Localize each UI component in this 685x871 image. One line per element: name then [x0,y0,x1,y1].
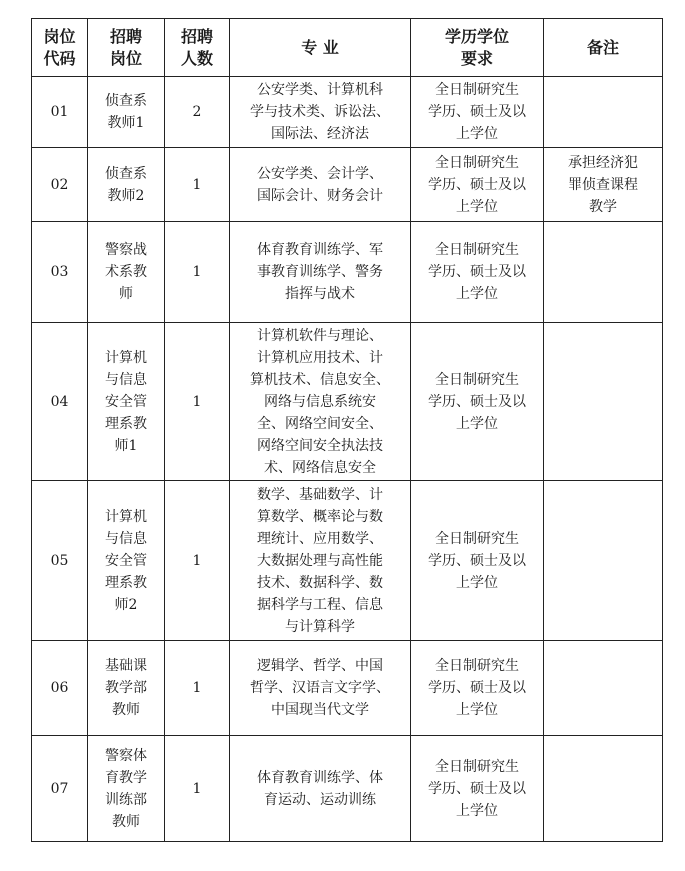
cell-major: 计算机软件与理论、 计算机应用技术、计 算机技术、信息安全、 网络与信息系统安 全、网络空间安全、 网络空间安全执法技 术、网络信息安全 [230,323,411,481]
header-major: 专 业 [230,19,411,77]
cell-position-name: 警察战 术系教 师 [88,222,165,323]
table-header-row [32,19,663,77]
cell-hiring-count: 1 [165,641,230,736]
cell-education-requirement: 全日制研究生 学历、硕士及以 上学位 [411,77,544,148]
cell-hiring-count: 1 [165,323,230,481]
header-education-requirement: 学历学位 要求 [411,19,544,77]
cell-position-code: 07 [32,736,88,842]
cell-position-code: 01 [32,77,88,148]
header-hiring-count: 招聘 人数 [165,19,230,77]
recruitment-table [31,18,663,842]
cell-note: 承担经济犯 罪侦查课程 教学 [544,148,663,222]
cell-note [544,736,663,842]
cell-major: 逻辑学、哲学、中国 哲学、汉语言文字学、 中国现当代文学 [230,641,411,736]
cell-major: 公安学类、会计学、 国际会计、财务会计 [230,148,411,222]
cell-education-requirement: 全日制研究生 学历、硕士及以 上学位 [411,148,544,222]
table-row [32,736,663,842]
cell-hiring-count: 1 [165,481,230,641]
table-row [32,481,663,641]
cell-position-name: 警察体 育教学 训练部 教师 [88,736,165,842]
cell-education-requirement: 全日制研究生 学历、硕士及以 上学位 [411,736,544,842]
cell-position-code: 06 [32,641,88,736]
cell-position-name: 基础课 教学部 教师 [88,641,165,736]
cell-education-requirement: 全日制研究生 学历、硕士及以 上学位 [411,481,544,641]
cell-position-name: 计算机 与信息 安全管 理系教 师1 [88,323,165,481]
cell-note [544,481,663,641]
header-position-name: 招聘 岗位 [88,19,165,77]
cell-note [544,77,663,148]
table-row [32,148,663,222]
cell-position-code: 04 [32,323,88,481]
cell-position-code: 03 [32,222,88,323]
cell-position-name: 侦查系 教师2 [88,148,165,222]
cell-education-requirement: 全日制研究生 学历、硕士及以 上学位 [411,323,544,481]
table-row [32,641,663,736]
cell-note [544,222,663,323]
cell-position-name: 计算机 与信息 安全管 理系教 师2 [88,481,165,641]
table-row [32,77,663,148]
cell-hiring-count: 1 [165,736,230,842]
cell-hiring-count: 2 [165,77,230,148]
cell-education-requirement: 全日制研究生 学历、硕士及以 上学位 [411,641,544,736]
header-note: 备注 [544,19,663,77]
cell-position-code: 05 [32,481,88,641]
cell-major: 体育教育训练学、军 事教育训练学、警务 指挥与战术 [230,222,411,323]
cell-hiring-count: 1 [165,222,230,323]
cell-position-code: 02 [32,148,88,222]
table-row [32,222,663,323]
cell-major: 数学、基础数学、计 算数学、概率论与数 理统计、应用数学、 大数据处理与高性能 技术、数据科学、数 据科学与工程、信息 与计算科学 [230,481,411,641]
cell-note [544,641,663,736]
cell-hiring-count: 1 [165,148,230,222]
cell-major: 公安学类、计算机科 学与技术类、诉讼法、 国际法、经济法 [230,77,411,148]
table-row [32,323,663,481]
cell-note [544,323,663,481]
cell-education-requirement: 全日制研究生 学历、硕士及以 上学位 [411,222,544,323]
cell-major: 体育教育训练学、体 育运动、运动训练 [230,736,411,842]
cell-position-name: 侦查系 教师1 [88,77,165,148]
header-position-code: 岗位 代码 [32,19,88,77]
